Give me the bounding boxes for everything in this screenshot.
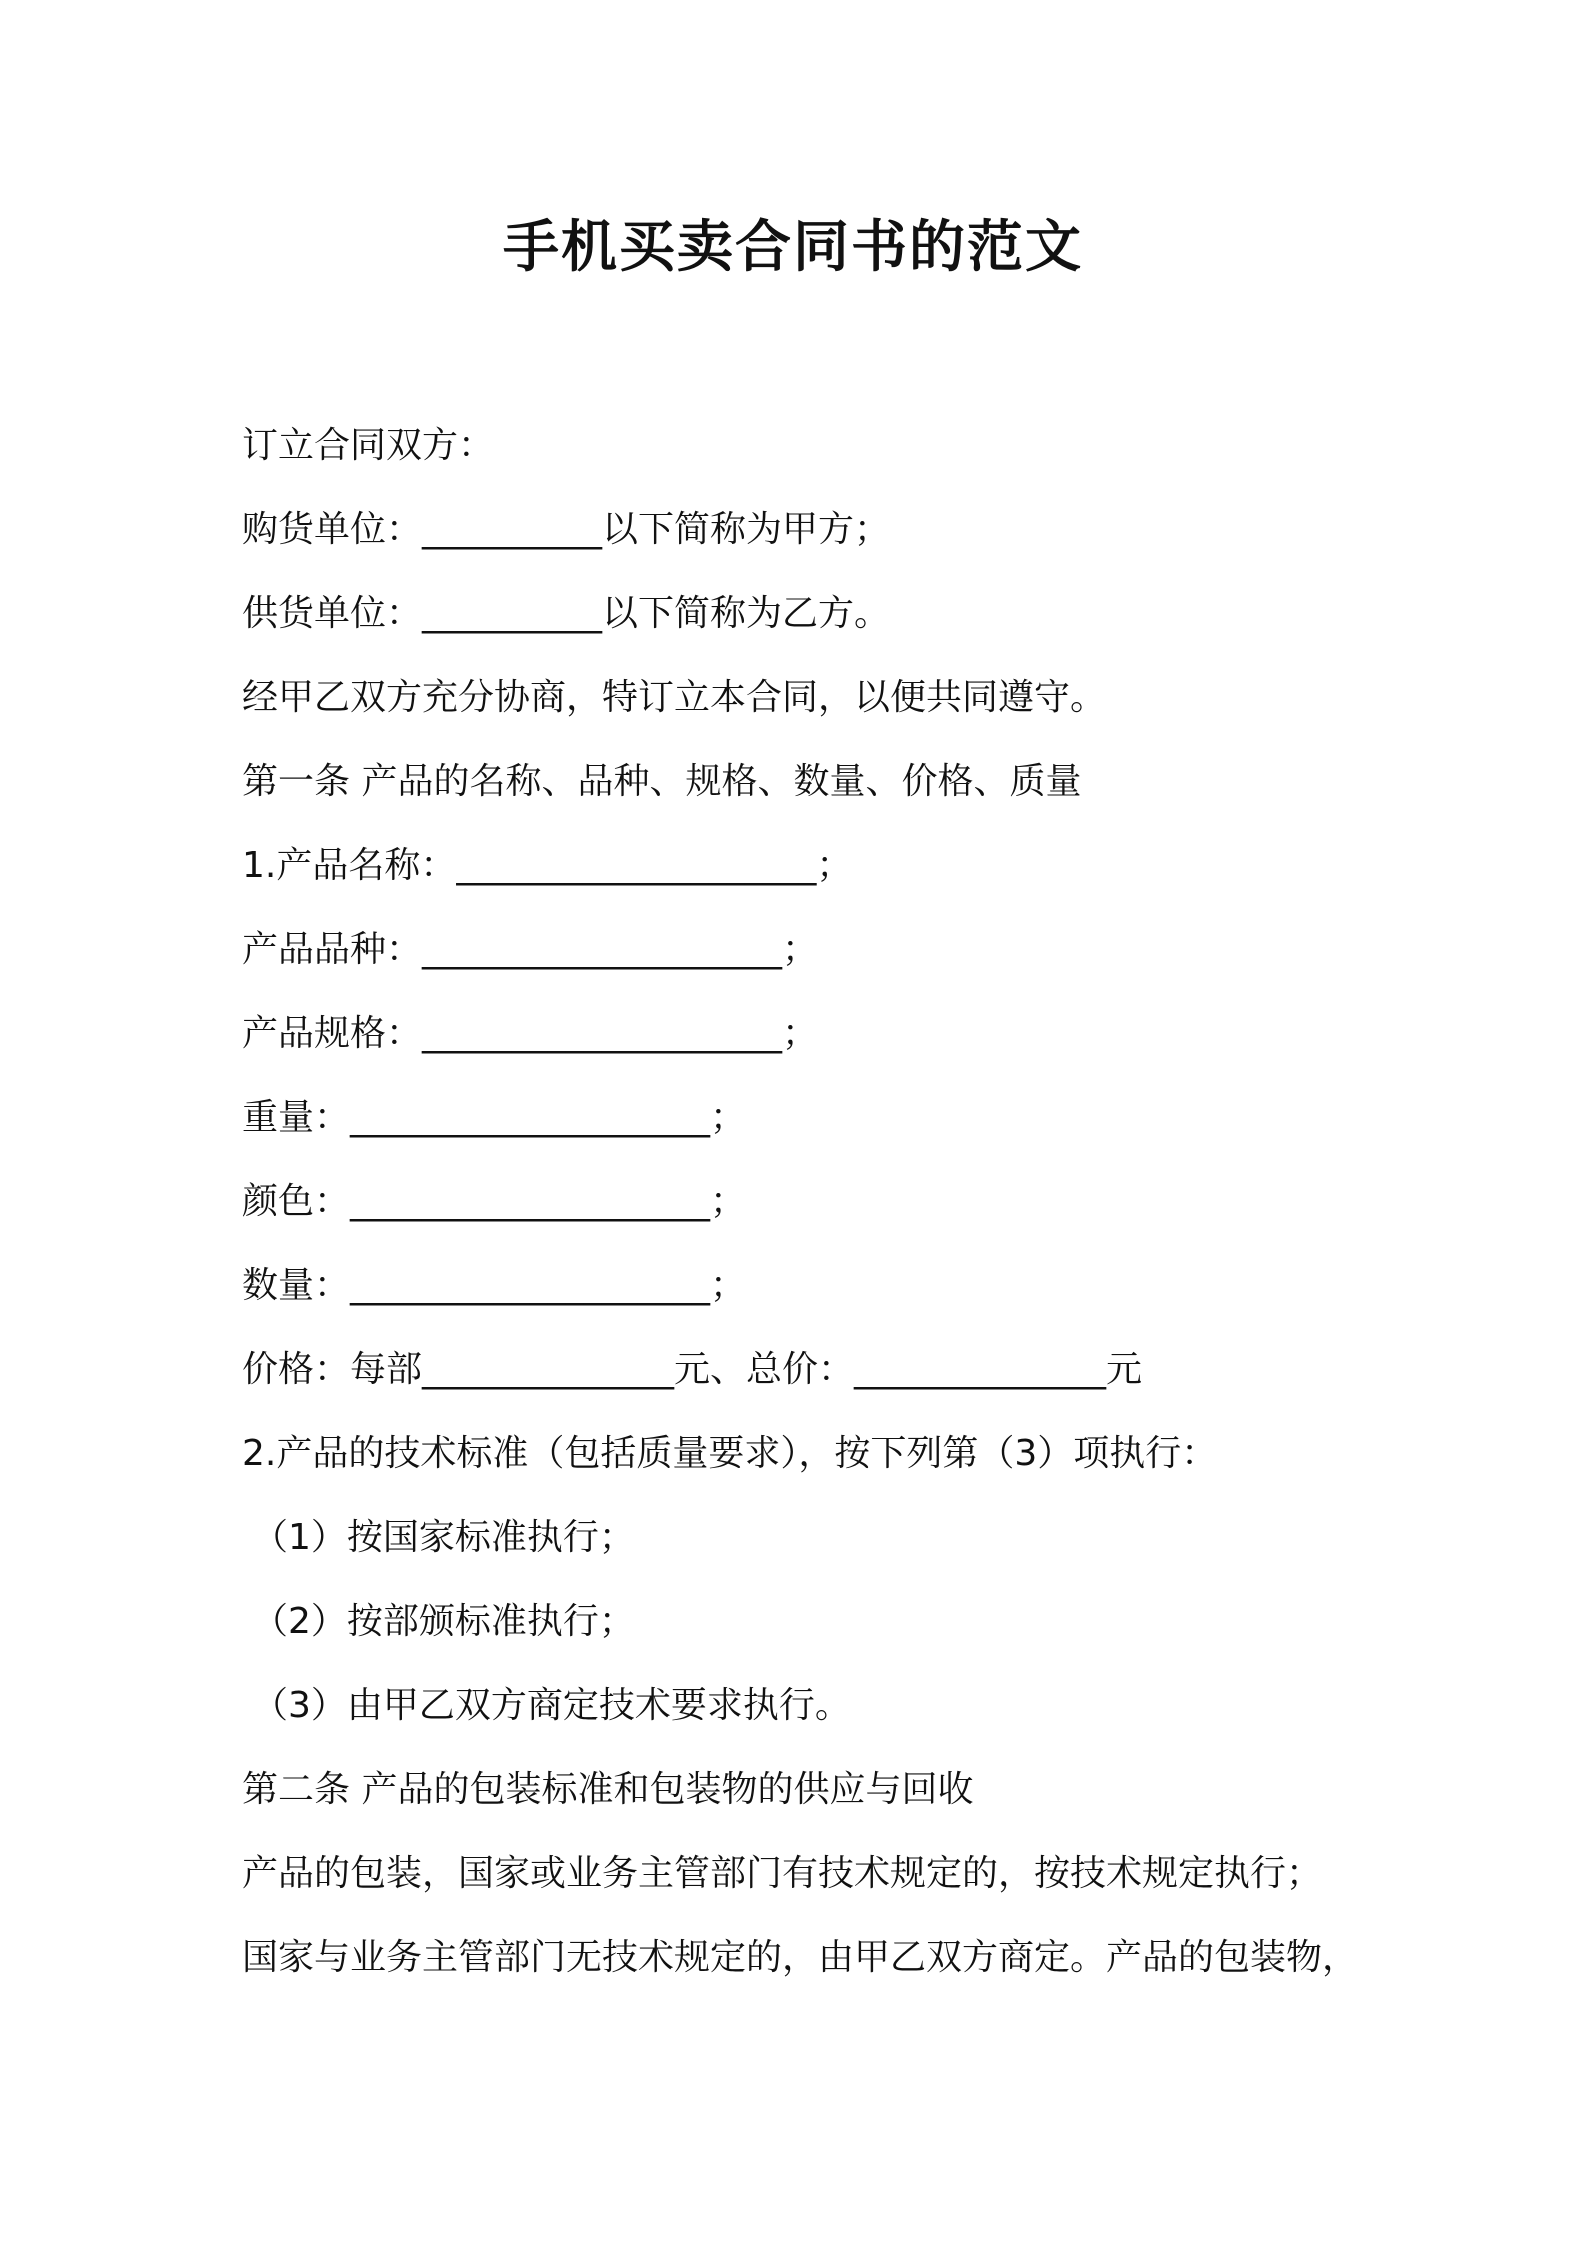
text-line-buyer: 购货单位：__________以下简称为甲方； bbox=[242, 509, 891, 550]
text-line-tech-standard: 2.产品的技术标准（包括质量要求），按下列第（3）项执行： bbox=[242, 1433, 1218, 1474]
text-line-parties: 订立合同双方： bbox=[242, 425, 495, 466]
article-heading-1: 第一条 产品的名称、品种、规格、数量、价格、质量 bbox=[242, 761, 1082, 802]
list-item-standard-3: （3）由甲乙双方商定技术要求执行。 bbox=[252, 1685, 851, 1726]
text-line-product-variety: 产品品种：____________________； bbox=[242, 929, 819, 970]
text-line-packaging-2: 国家与业务主管部门无技术规定的，由甲乙双方商定。产品的包装物， bbox=[242, 1937, 1359, 1978]
text-line-agreement: 经甲乙双方充分协商，特订立本合同，以便共同遵守。 bbox=[242, 677, 1107, 718]
text-line-product-spec: 产品规格：____________________； bbox=[242, 1013, 819, 1054]
text-line-weight: 重量：____________________； bbox=[242, 1097, 747, 1138]
text-line-color: 颜色：____________________； bbox=[242, 1181, 747, 1222]
list-item-standard-2: （2）按部颁标准执行； bbox=[252, 1601, 635, 1642]
text-line-price: 价格：每部______________元、总价：______________元 bbox=[242, 1349, 1143, 1390]
text-line-product-name: 1.产品名称：____________________； bbox=[242, 845, 853, 886]
text-line-quantity: 数量：____________________； bbox=[242, 1265, 747, 1306]
document-title: 手机买卖合同书的范文 bbox=[503, 215, 1083, 280]
list-item-standard-1: （1）按国家标准执行； bbox=[252, 1517, 635, 1558]
document-body bbox=[242, 404, 1372, 2000]
text-line-supplier: 供货单位：__________以下简称为乙方。 bbox=[242, 593, 891, 634]
text-line-packaging-1: 产品的包装，国家或业务主管部门有技术规定的，按技术规定执行； bbox=[242, 1853, 1323, 1894]
article-heading-2: 第二条 产品的包装标准和包装物的供应与回收 bbox=[242, 1769, 974, 1810]
